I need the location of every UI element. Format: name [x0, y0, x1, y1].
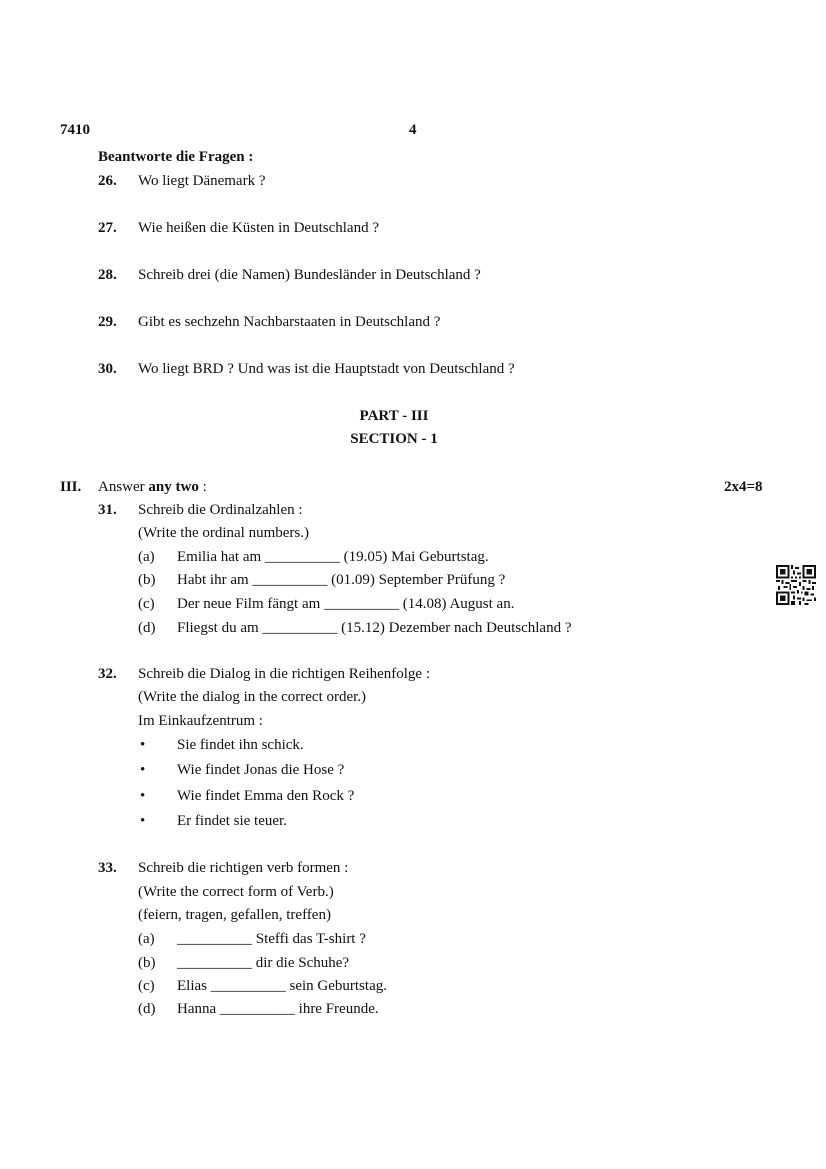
dialog-line: Sie findet ihn schick.: [177, 737, 304, 753]
marks-label: 2x4=8: [724, 479, 763, 495]
question-number: 27.: [98, 220, 117, 236]
question-subtitle: (Write the correct form of Verb.): [138, 884, 334, 900]
question-number: 33.: [98, 860, 117, 876]
roman-numeral: III.: [60, 479, 82, 495]
bullet-icon: •: [140, 762, 146, 778]
bullet-icon: •: [140, 788, 146, 804]
question-text: Wie heißen die Küsten in Deutschland ?: [138, 220, 379, 236]
instruction-emphasis: any two: [148, 479, 199, 495]
item-text: Der neue Film fängt am __________ (14.08) August an.: [177, 596, 515, 612]
item-text: __________ dir die Schuhe?: [177, 955, 350, 971]
item-text: Fliegst du am __________ (15.12) Dezember nach Deutschland ?: [177, 620, 572, 636]
item-label: (c): [138, 978, 155, 994]
answer-instruction: [98, 479, 207, 496]
instruction-prefix: Answer: [98, 479, 149, 495]
item-text: Emilia hat am __________ (19.05) Mai Geburtstag.: [177, 549, 489, 565]
question-number: 29.: [98, 314, 117, 330]
question-text: Wo liegt Dänemark ?: [138, 173, 266, 189]
qr-code-icon: [776, 565, 816, 605]
question-title: Schreib die richtigen verb formen :: [138, 860, 349, 876]
item-label: (a): [138, 931, 155, 947]
item-label: (c): [138, 596, 155, 612]
question-number: 28.: [98, 267, 117, 283]
dialog-line: Er findet sie teuer.: [177, 813, 287, 829]
question-subtitle: (Write the dialog in the correct order.): [138, 689, 367, 705]
paper-code: 7410: [60, 122, 90, 138]
question-title: Schreib die Ordinalzahlen :: [138, 502, 303, 518]
item-text: Elias __________ sein Geburtstag.: [177, 978, 387, 994]
instruction-suffix: :: [198, 479, 207, 495]
question-number: 26.: [98, 173, 117, 189]
question-text: Wo liegt BRD ? Und was ist die Hauptstadt von Deutschland ?: [138, 361, 515, 377]
item-text: __________ Steffi das T-shirt ?: [177, 931, 366, 947]
question-text: Schreib drei (die Namen) Bundesländer in Deutschland ?: [138, 267, 481, 283]
section-instruction: Beantworte die Fragen :: [98, 149, 254, 165]
item-label: (b): [138, 572, 156, 588]
verb-options: (feiern, tragen, gefallen, treffen): [138, 907, 331, 923]
item-text: Habt ihr am __________ (01.09) September Prüfung ?: [177, 572, 506, 588]
bullet-icon: •: [140, 813, 146, 829]
item-label: (d): [138, 1001, 156, 1017]
question-number: 31.: [98, 502, 117, 518]
section-heading: SECTION - 1: [350, 431, 438, 447]
question-title: Schreib die Dialog in die richtigen Reihenfolge :: [138, 666, 431, 682]
page-number: 4: [409, 122, 417, 138]
question-text: Gibt es sechzehn Nachbarstaaten in Deutschland ?: [138, 314, 441, 330]
dialog-context: Im Einkaufzentrum :: [138, 713, 263, 729]
dialog-line: Wie findet Emma den Rock ?: [177, 788, 355, 804]
bullet-icon: •: [140, 737, 146, 753]
question-subtitle: (Write the ordinal numbers.): [138, 525, 310, 541]
item-label: (b): [138, 955, 156, 971]
part-heading: PART - III: [359, 408, 429, 424]
item-text: Hanna __________ ihre Freunde.: [177, 1001, 379, 1017]
item-label: (a): [138, 549, 155, 565]
question-number: 30.: [98, 361, 117, 377]
question-number: 32.: [98, 666, 117, 682]
dialog-line: Wie findet Jonas die Hose ?: [177, 762, 345, 778]
item-label: (d): [138, 620, 156, 636]
